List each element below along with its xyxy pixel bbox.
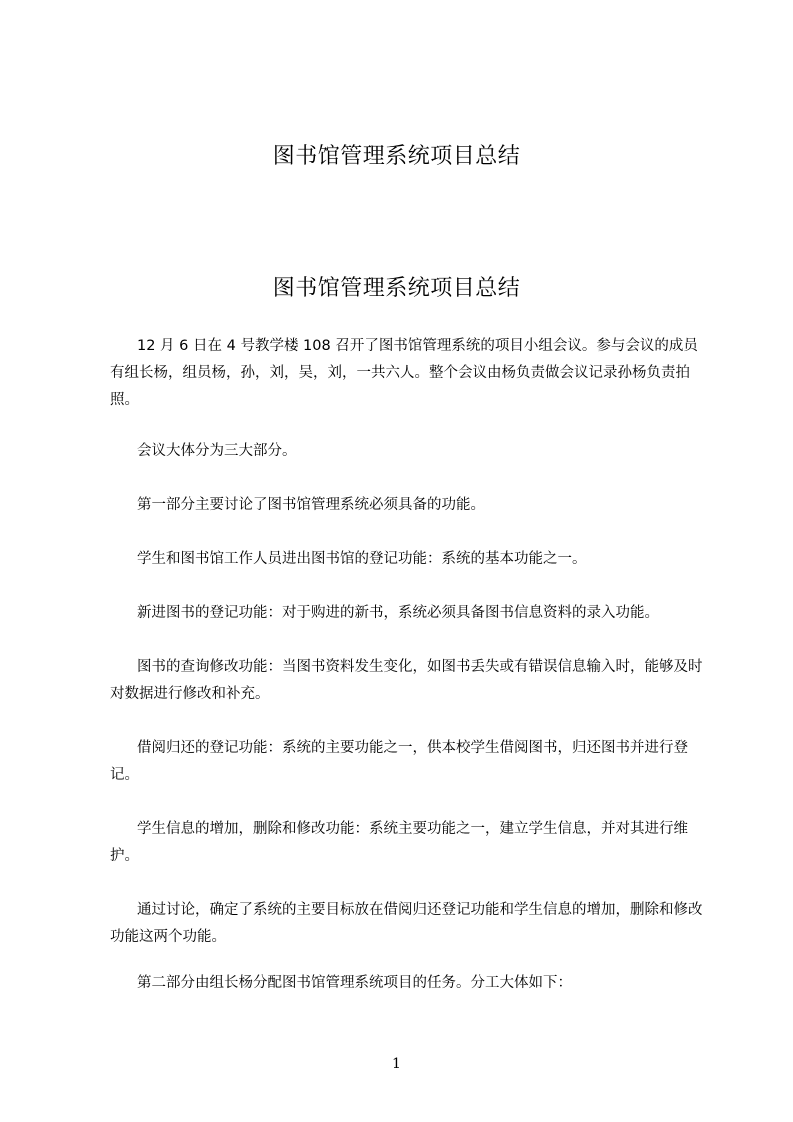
paragraph-student-info: 学生信息的增加，删除和修改功能：系统主要功能之一，建立学生信息，并对其进行维护。 [110, 821, 688, 864]
paragraph-part-two: 第二部分由组长杨分配图书馆管理系统项目的任务。分工大体如下： [137, 975, 572, 991]
page-number: 1 [392, 1056, 401, 1072]
paragraph-meeting-intro: 12 月 6 日在 4 号教学楼 108 召开了图书馆管理系统的项目小组会议。参与会议的成员有组长杨，组员杨，孙，刘，吴，刘，一共六人。整个会议由杨负责做会议记录孙杨负责拍照。 [110, 338, 698, 408]
paragraph-main-goals: 通过讨论，确定了系统的主要目标放在借阅归还登记功能和学生信息的增加，删除和修改功能这两个功能。 [110, 902, 703, 945]
paragraph-meeting-parts: 会议大体分为三大部分。 [137, 443, 297, 459]
document-main-title: 图书馆管理系统项目总结 [272, 276, 521, 301]
paragraph-borrow-return: 借阅归还的登记功能：系统的主要功能之一，供本校学生借阅图书，归还图书并进行登记。 [110, 740, 688, 783]
paragraph-part-one: 第一部分主要讨论了图书馆管理系统必须具备的功能。 [137, 497, 485, 513]
document-header-title: 图书馆管理系统项目总结 [272, 144, 521, 169]
paragraph-book-query-edit: 图书的查询修改功能：当图书资料发生变化，如图书丢失或有错误信息输入时，能够及时对数据进行修改和补充。 [110, 659, 703, 702]
paragraph-new-book-registration: 新进图书的登记功能：对于购进的新书，系统必须具备图书信息资料的录入功能。 [137, 605, 659, 621]
paragraph-entry-registration: 学生和图书馆工作人员进出图书馆的登记功能：系统的基本功能之一。 [137, 551, 587, 567]
